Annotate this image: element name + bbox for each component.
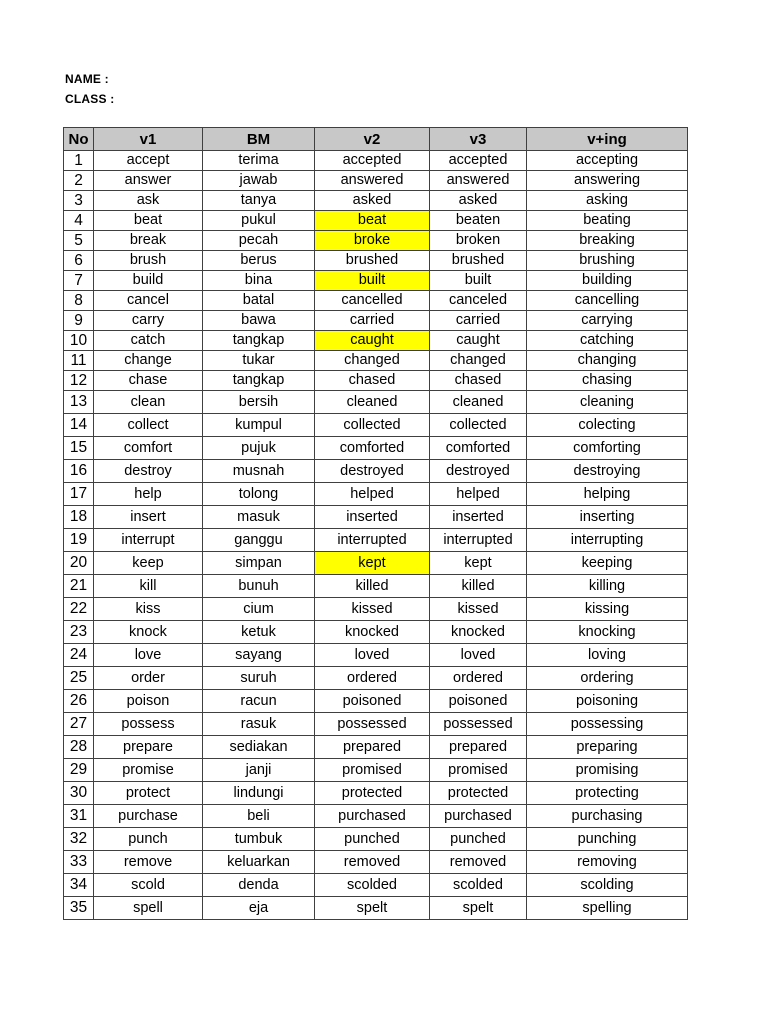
table-row (64, 311, 688, 331)
cell-no: 6 (64, 251, 94, 271)
cell-no: 3 (64, 191, 94, 211)
cell-ving: preparing (527, 736, 688, 759)
cell-ving: destroying (527, 460, 688, 483)
cell-v1: break (94, 231, 203, 251)
cell-ving: kissing (527, 598, 688, 621)
table-row (64, 874, 688, 897)
cell-v2: promised (315, 759, 430, 782)
cell-v1: carry (94, 311, 203, 331)
cell-v1: clean (94, 391, 203, 414)
cell-v1: build (94, 271, 203, 291)
cell-no: 27 (64, 713, 94, 736)
cell-v2: interrupted (315, 529, 430, 552)
cell-v3: inserted (430, 506, 527, 529)
table-row (64, 171, 688, 191)
cell-bm: lindungi (203, 782, 315, 805)
cell-bm: tangkap (203, 331, 315, 351)
cell-no: 7 (64, 271, 94, 291)
cell-ving: catching (527, 331, 688, 351)
cell-v2: comforted (315, 437, 430, 460)
cell-no: 31 (64, 805, 94, 828)
cell-v3: ordered (430, 667, 527, 690)
cell-v2: inserted (315, 506, 430, 529)
cell-bm: musnah (203, 460, 315, 483)
table-row (64, 331, 688, 351)
table-row (64, 483, 688, 506)
cell-ving: carrying (527, 311, 688, 331)
cell-v2: purchased (315, 805, 430, 828)
cell-v3: chased (430, 371, 527, 391)
cell-v3: possessed (430, 713, 527, 736)
cell-v1: answer (94, 171, 203, 191)
cell-v2: scolded (315, 874, 430, 897)
verb-table-header (64, 128, 688, 151)
cell-bm: eja (203, 897, 315, 920)
cell-no: 26 (64, 690, 94, 713)
cell-v2: kissed (315, 598, 430, 621)
cell-v2: cancelled (315, 291, 430, 311)
table-row (64, 621, 688, 644)
cell-v1: interrupt (94, 529, 203, 552)
cell-ving: poisoning (527, 690, 688, 713)
cell-v2: spelt (315, 897, 430, 920)
cell-bm: bina (203, 271, 315, 291)
cell-no: 10 (64, 331, 94, 351)
cell-v3: asked (430, 191, 527, 211)
cell-v2: possessed (315, 713, 430, 736)
table-row (64, 291, 688, 311)
cell-v1: comfort (94, 437, 203, 460)
cell-ving: asking (527, 191, 688, 211)
cell-v2: asked (315, 191, 430, 211)
table-row (64, 414, 688, 437)
header-row (64, 128, 688, 151)
cell-no: 14 (64, 414, 94, 437)
cell-v1: knock (94, 621, 203, 644)
table-row (64, 271, 688, 291)
cell-v3: punched (430, 828, 527, 851)
cell-no: 29 (64, 759, 94, 782)
cell-v3: destroyed (430, 460, 527, 483)
cell-v1: spell (94, 897, 203, 920)
column-header-v1: v1 (94, 128, 203, 151)
cell-v2: broke (315, 231, 430, 251)
table-row (64, 460, 688, 483)
cell-v3: promised (430, 759, 527, 782)
cell-v3: kissed (430, 598, 527, 621)
cell-bm: ganggu (203, 529, 315, 552)
cell-v1: kiss (94, 598, 203, 621)
cell-v3: spelt (430, 897, 527, 920)
cell-v3: helped (430, 483, 527, 506)
cell-bm: bawa (203, 311, 315, 331)
cell-ving: brushing (527, 251, 688, 271)
cell-no: 13 (64, 391, 94, 414)
cell-v2: answered (315, 171, 430, 191)
cell-ving: comforting (527, 437, 688, 460)
cell-v1: insert (94, 506, 203, 529)
table-row (64, 231, 688, 251)
cell-bm: tanya (203, 191, 315, 211)
cell-no: 8 (64, 291, 94, 311)
cell-bm: jawab (203, 171, 315, 191)
cell-no: 30 (64, 782, 94, 805)
cell-v3: broken (430, 231, 527, 251)
cell-ving: purchasing (527, 805, 688, 828)
cell-v2: helped (315, 483, 430, 506)
cell-no: 21 (64, 575, 94, 598)
cell-v3: comforted (430, 437, 527, 460)
column-header-ving: v+ing (527, 128, 688, 151)
cell-ving: changing (527, 351, 688, 371)
cell-bm: pujuk (203, 437, 315, 460)
cell-v3: built (430, 271, 527, 291)
cell-ving: beating (527, 211, 688, 231)
table-row (64, 351, 688, 371)
cell-bm: denda (203, 874, 315, 897)
verb-table (63, 127, 688, 920)
cell-no: 1 (64, 151, 94, 171)
table-row (64, 191, 688, 211)
cell-v3: protected (430, 782, 527, 805)
cell-v3: brushed (430, 251, 527, 271)
cell-no: 19 (64, 529, 94, 552)
cell-v2: kept (315, 552, 430, 575)
cell-ving: breaking (527, 231, 688, 251)
cell-bm: tolong (203, 483, 315, 506)
cell-v3: knocked (430, 621, 527, 644)
cell-v1: destroy (94, 460, 203, 483)
cell-v1: kill (94, 575, 203, 598)
cell-bm: berus (203, 251, 315, 271)
cell-ving: punching (527, 828, 688, 851)
cell-v2: accepted (315, 151, 430, 171)
cell-v1: cancel (94, 291, 203, 311)
cell-no: 4 (64, 211, 94, 231)
table-row (64, 371, 688, 391)
table-row (64, 782, 688, 805)
cell-v1: catch (94, 331, 203, 351)
cell-v2: destroyed (315, 460, 430, 483)
table-row (64, 575, 688, 598)
cell-v2: collected (315, 414, 430, 437)
cell-v3: removed (430, 851, 527, 874)
cell-bm: racun (203, 690, 315, 713)
cell-no: 25 (64, 667, 94, 690)
cell-v1: protect (94, 782, 203, 805)
table-row (64, 391, 688, 414)
verb-table-body (64, 151, 688, 920)
cell-v1: scold (94, 874, 203, 897)
cell-no: 15 (64, 437, 94, 460)
column-header-no: No (64, 128, 94, 151)
cell-ving: inserting (527, 506, 688, 529)
cell-v3: caught (430, 331, 527, 351)
cell-v1: punch (94, 828, 203, 851)
cell-v3: changed (430, 351, 527, 371)
cell-v3: canceled (430, 291, 527, 311)
cell-ving: keeping (527, 552, 688, 575)
column-header-v2: v2 (315, 128, 430, 151)
cell-bm: pukul (203, 211, 315, 231)
cell-no: 24 (64, 644, 94, 667)
table-row (64, 211, 688, 231)
table-row (64, 151, 688, 171)
cell-ving: chasing (527, 371, 688, 391)
cell-v1: keep (94, 552, 203, 575)
cell-v1: accept (94, 151, 203, 171)
cell-v2: changed (315, 351, 430, 371)
cell-no: 35 (64, 897, 94, 920)
cell-v1: prepare (94, 736, 203, 759)
cell-v3: cleaned (430, 391, 527, 414)
cell-bm: rasuk (203, 713, 315, 736)
cell-v2: protected (315, 782, 430, 805)
table-row (64, 897, 688, 920)
cell-no: 5 (64, 231, 94, 251)
cell-ving: interrupting (527, 529, 688, 552)
cell-v3: kept (430, 552, 527, 575)
table-row (64, 736, 688, 759)
column-header-v3: v3 (430, 128, 527, 151)
cell-no: 16 (64, 460, 94, 483)
cell-ving: helping (527, 483, 688, 506)
cell-v2: loved (315, 644, 430, 667)
cell-bm: suruh (203, 667, 315, 690)
cell-ving: ordering (527, 667, 688, 690)
cell-v3: prepared (430, 736, 527, 759)
cell-v1: help (94, 483, 203, 506)
cell-ving: promising (527, 759, 688, 782)
cell-v1: beat (94, 211, 203, 231)
cell-ving: spelling (527, 897, 688, 920)
cell-bm: masuk (203, 506, 315, 529)
cell-v2: caught (315, 331, 430, 351)
cell-v2: cleaned (315, 391, 430, 414)
cell-bm: keluarkan (203, 851, 315, 874)
cell-v2: prepared (315, 736, 430, 759)
cell-ving: cleaning (527, 391, 688, 414)
cell-bm: kumpul (203, 414, 315, 437)
cell-bm: sediakan (203, 736, 315, 759)
table-row (64, 713, 688, 736)
cell-v2: built (315, 271, 430, 291)
cell-v3: poisoned (430, 690, 527, 713)
cell-ving: accepting (527, 151, 688, 171)
cell-v1: chase (94, 371, 203, 391)
cell-bm: terima (203, 151, 315, 171)
cell-ving: killing (527, 575, 688, 598)
cell-v1: brush (94, 251, 203, 271)
cell-bm: janji (203, 759, 315, 782)
table-row (64, 759, 688, 782)
cell-no: 11 (64, 351, 94, 371)
cell-ving: protecting (527, 782, 688, 805)
cell-no: 34 (64, 874, 94, 897)
cell-v1: love (94, 644, 203, 667)
cell-bm: bersih (203, 391, 315, 414)
table-row (64, 690, 688, 713)
table-row (64, 828, 688, 851)
cell-ving: colecting (527, 414, 688, 437)
cell-v2: knocked (315, 621, 430, 644)
cell-no: 28 (64, 736, 94, 759)
cell-v1: ask (94, 191, 203, 211)
cell-v1: change (94, 351, 203, 371)
cell-ving: building (527, 271, 688, 291)
table-row (64, 667, 688, 690)
cell-ving: possessing (527, 713, 688, 736)
cell-v3: beaten (430, 211, 527, 231)
cell-no: 23 (64, 621, 94, 644)
cell-v1: poison (94, 690, 203, 713)
cell-v2: brushed (315, 251, 430, 271)
cell-bm: tumbuk (203, 828, 315, 851)
cell-ving: answering (527, 171, 688, 191)
cell-no: 20 (64, 552, 94, 575)
cell-v1: order (94, 667, 203, 690)
cell-ving: removing (527, 851, 688, 874)
cell-v2: chased (315, 371, 430, 391)
table-row (64, 529, 688, 552)
cell-v2: punched (315, 828, 430, 851)
cell-v2: ordered (315, 667, 430, 690)
cell-v3: accepted (430, 151, 527, 171)
cell-bm: tangkap (203, 371, 315, 391)
cell-v1: promise (94, 759, 203, 782)
cell-v3: interrupted (430, 529, 527, 552)
cell-v3: purchased (430, 805, 527, 828)
table-row (64, 251, 688, 271)
cell-v3: collected (430, 414, 527, 437)
cell-no: 33 (64, 851, 94, 874)
table-row (64, 506, 688, 529)
cell-ving: loving (527, 644, 688, 667)
cell-v3: carried (430, 311, 527, 331)
cell-bm: tukar (203, 351, 315, 371)
cell-v3: scolded (430, 874, 527, 897)
cell-bm: bunuh (203, 575, 315, 598)
table-row (64, 851, 688, 874)
cell-no: 2 (64, 171, 94, 191)
cell-no: 22 (64, 598, 94, 621)
cell-no: 12 (64, 371, 94, 391)
cell-bm: cium (203, 598, 315, 621)
cell-bm: ketuk (203, 621, 315, 644)
cell-v2: killed (315, 575, 430, 598)
table-row (64, 552, 688, 575)
cell-ving: knocking (527, 621, 688, 644)
cell-v2: beat (315, 211, 430, 231)
class-label: CLASS : (65, 92, 115, 106)
cell-bm: pecah (203, 231, 315, 251)
cell-no: 32 (64, 828, 94, 851)
name-label: NAME : (65, 72, 109, 86)
cell-v1: remove (94, 851, 203, 874)
cell-v3: loved (430, 644, 527, 667)
cell-bm: beli (203, 805, 315, 828)
cell-ving: scolding (527, 874, 688, 897)
cell-v1: purchase (94, 805, 203, 828)
cell-bm: sayang (203, 644, 315, 667)
cell-v2: removed (315, 851, 430, 874)
cell-v3: answered (430, 171, 527, 191)
cell-v1: collect (94, 414, 203, 437)
cell-v2: poisoned (315, 690, 430, 713)
table-row (64, 805, 688, 828)
table-row (64, 598, 688, 621)
cell-v1: possess (94, 713, 203, 736)
cell-no: 17 (64, 483, 94, 506)
column-header-bm: BM (203, 128, 315, 151)
cell-bm: batal (203, 291, 315, 311)
cell-ving: cancelling (527, 291, 688, 311)
cell-bm: simpan (203, 552, 315, 575)
cell-no: 18 (64, 506, 94, 529)
cell-no: 9 (64, 311, 94, 331)
cell-v2: carried (315, 311, 430, 331)
table-row (64, 437, 688, 460)
table-row (64, 644, 688, 667)
cell-v3: killed (430, 575, 527, 598)
